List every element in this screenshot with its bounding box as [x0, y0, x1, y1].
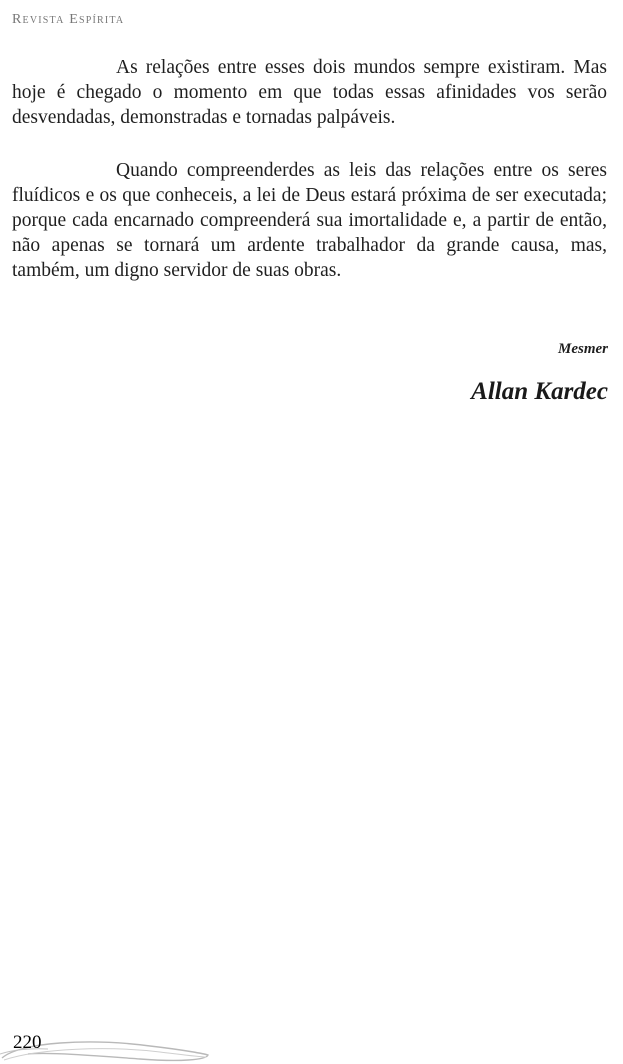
- page-number: 220: [13, 1032, 42, 1053]
- body-text: [12, 56, 607, 283]
- paragraph: Quando compreenderdes as leis das relações entre os seres fluídicos e os que conheceis, a lei de Deus estará próxima de ser executada; porque cada encarnado compreenderá sua imortalidade e, a partir de então, não apenas se tornará um ardente trabalhador da grande causa, mas, também, um digno servidor de suas obras.: [12, 160, 607, 281]
- paragraph: As relações entre esses dois mundos sempre existiram. Mas hoje é chegado o momento em que todas essas afinidades vos serão desvendadas, demonstradas e tornadas palpáveis.: [12, 57, 607, 128]
- running-head-title: Revista Espírita: [12, 12, 125, 27]
- spirit-signature: Mesmer: [558, 341, 608, 357]
- author-signature: Allan Kardec: [471, 378, 608, 405]
